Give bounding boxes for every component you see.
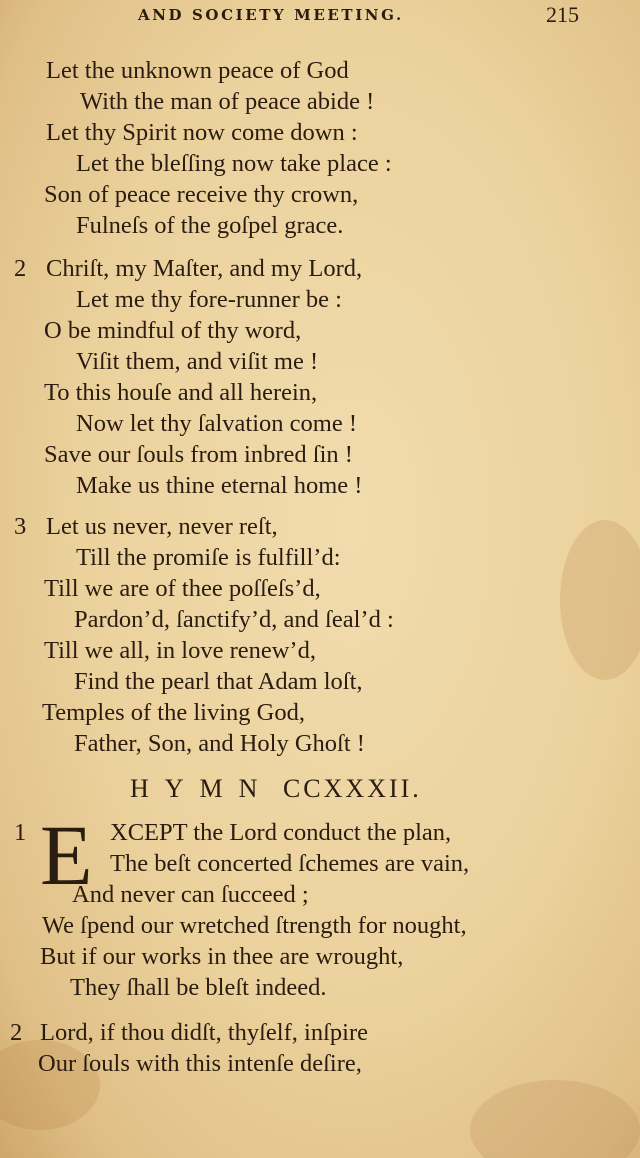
verse-line: Till we all, in love renew’d, [44, 637, 316, 664]
verse-line: XCEPT the Lord conduct the plan, [110, 819, 452, 846]
verse-line: Temples of the living God, [42, 699, 305, 726]
verse-line: But if our works in thee are wrought, [40, 943, 404, 970]
verse-line: Till the promiſe is fulfill’d: [76, 544, 341, 571]
verse-line: Let us never, never reſt, [46, 513, 278, 540]
paper-stain [560, 520, 640, 680]
hymn-title-numeral: CCXXXII. [282, 774, 422, 803]
verse-line: Make us thine eternal home ! [76, 472, 363, 499]
verse-line: Find the pearl that Adam loſt, [74, 668, 363, 695]
verse-line: O be mindful of thy word, [44, 317, 302, 344]
stanza-number: 1 [14, 819, 27, 846]
verse-line: Pardon’d, ſanctify’d, and ſeal’d : [74, 606, 394, 633]
stanza-number: 3 [14, 513, 27, 540]
verse-line: Let me thy fore-runner be : [76, 286, 342, 313]
verse-line: Fulneſs of the goſpel grace. [76, 212, 344, 239]
verse-line: Let the bleſſing now take place : [76, 150, 392, 177]
verse-line: Save our ſouls from inbred ſin ! [44, 441, 353, 468]
stanza-number: 2 [14, 255, 27, 282]
stanza-number: 2 [10, 1019, 23, 1046]
verse-line: To this houſe and all herein, [44, 379, 318, 406]
verse-line: Till we are of thee poſſeſs’d, [44, 575, 321, 602]
verse-line: Son of peace receive thy crown, [44, 181, 359, 208]
verse-line: And never can ſucceed ; [72, 881, 309, 908]
verse-line: Father, Son, and Holy Ghoſt ! [74, 730, 365, 757]
verse-line: Now let thy ſalvation come ! [76, 410, 357, 437]
verse-line: The beſt concerted ſchemes are vain, [110, 850, 470, 877]
running-head: AND SOCIETY MEETING. [138, 6, 404, 24]
hymn-title [130, 774, 422, 804]
page-number: 215 [546, 2, 579, 27]
drop-cap: E [40, 807, 93, 903]
verse-line: Viſit them, and viſit me ! [76, 348, 319, 375]
verse-line: Chriſt, my Maſter, and my Lord, [46, 255, 363, 282]
verse-line: Our ſouls with this intenſe deſire, [38, 1050, 362, 1077]
verse-line: Lord, if thou didſt, thyſelf, inſpire [40, 1019, 368, 1046]
verse-line: They ſhall be bleſt indeed. [70, 974, 327, 1001]
paper-stain [470, 1080, 640, 1158]
verse-line: Let thy Spirit now come down : [46, 119, 358, 146]
hymn-title-word: HYMN [130, 774, 274, 803]
verse-line: With the man of peace abide ! [80, 88, 375, 115]
verse-line: Let the unknown peace of God [46, 57, 349, 84]
verse-line: We ſpend our wretched ſtrength for nought, [42, 912, 467, 939]
